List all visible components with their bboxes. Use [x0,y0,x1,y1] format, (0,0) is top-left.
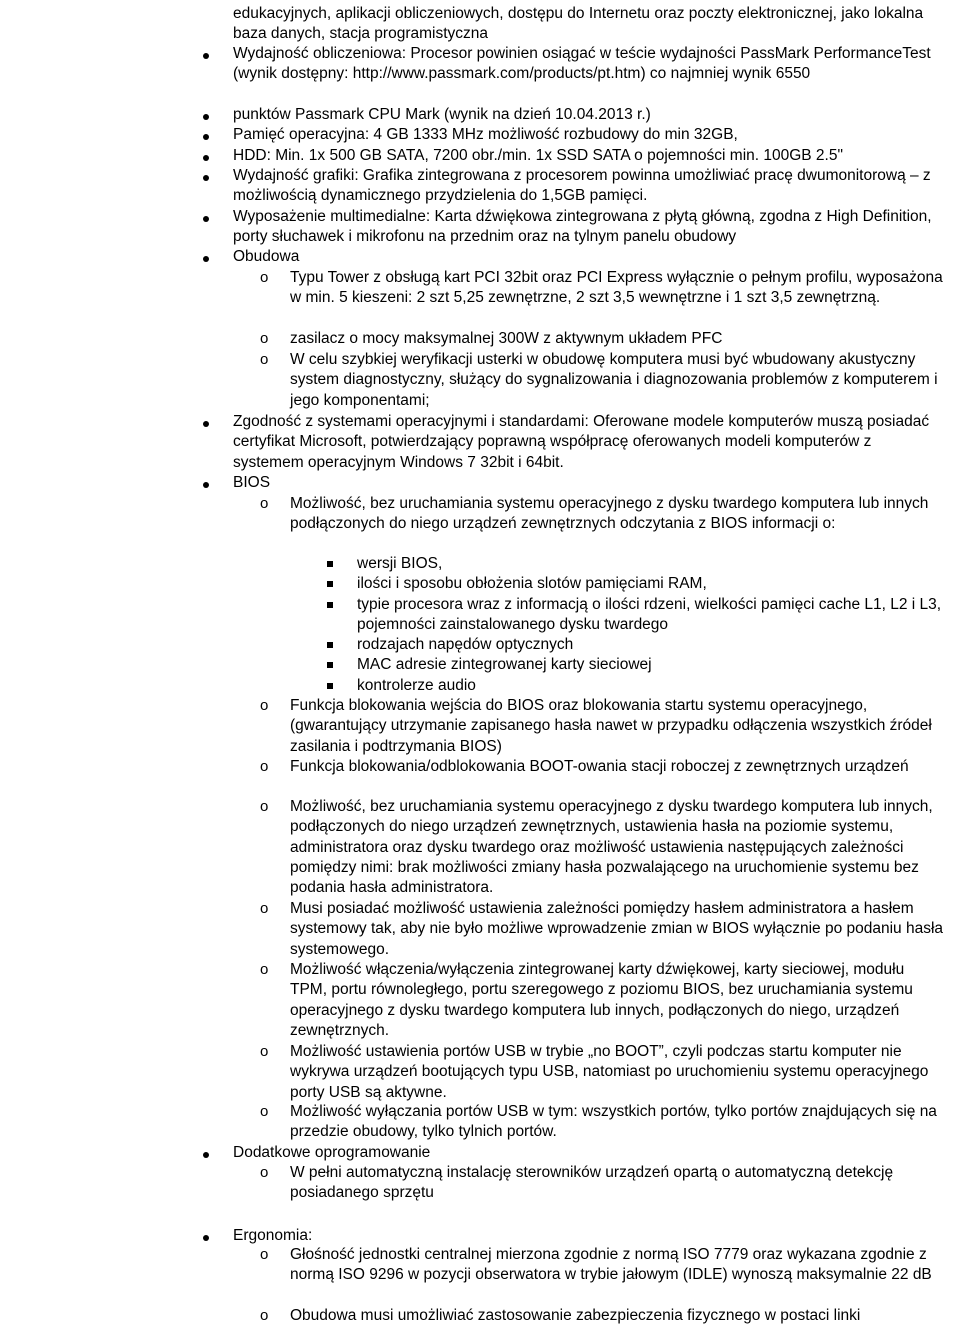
bios-item: Możliwość ustawienia portów USB w trybie „no BOOT”, czyli podczas startu komputer nie wykrywa urządzeń bootujących typu USB, natomiast po uruchomieniu systemu operacyjnego porty USB są aktywne. [290,1043,929,1101]
bullet-square [327,602,333,608]
spec-performance: Wydajność obliczeniowa: Procesor powinien osiągać w teście wydajności PassMark PerformanceTest (wynik dostępny: http://www.passmark.com/products/pt.htm) co najmniej wynik 6550 [233,45,931,83]
bullet-square [327,683,333,689]
ergonomics-item: Obudowa musi umożliwiać zastosowanie zabezpieczenia fizycznego w postaci linki [290,1307,861,1324]
bullet-disc [203,216,209,222]
bios-item: Możliwość, bez uruchamiania systemu operacyjnego z dysku twardego komputera lub innych podłączonych do niego urządzeń zewnętrznych odczytania z BIOS informacji o: [290,495,929,533]
bios-item: Możliwość, bez uruchamiania systemu operacyjnego z dysku twardego komputera lub innych, podłączonych do niego urządzeń zewnętrznych, ustawienia hasła na poziomie systemu, administratora oraz dysku twardego oraz możliwość ustawienia następujących zależności pomiędzy nimi: brak możliwości zmiany hasła pozwalającego na uruchomienie systemu bez podania hasła administratora. [290,798,933,897]
bullet-square [327,662,333,668]
spec-performance-cont: punktów Passmark CPU Mark (wynik na dzień 10.04.2013 r.) [233,106,651,123]
bullet-circle: o [260,1103,269,1120]
ergonomics-item: Głośność jednostki centralnej mierzona zgodnie z normą ISO 7779 oraz wykazana zgodnie z normą ISO 9296 w pozycji obserwatora w trybie jałowym (IDLE) wynoszą maksymalnie 22 dB [290,1246,932,1284]
bullet-circle: o [260,961,269,978]
bullet-disc [203,1235,209,1241]
bullet-disc [203,482,209,488]
compat-text: Zgodność z systemami operacyjnymi i standardami: Oferowane modele komputerów muszą posiadać certyfikat Microsoft, potwierdzający poprawną współpracę oferowanych modeli komputerów z systemem operacyjnym Windows 7 32bit i 64bit. [233,413,930,471]
bullet-circle: o [260,495,269,512]
bullet-disc [203,155,209,161]
bios-sub-item: kontrolerze audio [357,677,476,694]
bios-item: Funkcja blokowania wejścia do BIOS oraz blokowania startu systemu operacyjnego, (gwarantujący utrzymanie zapisanego hasła nawet w przypadku odłączenia wszystkich źródeł zasilania i podtrzymania BIOS) [290,697,932,755]
bullet-disc [203,114,209,120]
bullet-circle: o [260,1246,269,1263]
case-heading: Obudowa [233,248,300,265]
spec-continuation: edukacyjnych, aplikacji obliczeniowych, dostępu do Internetu oraz poczty elektronicznej, jako lokalna baza danych, stacja programistyczna [233,5,924,43]
bullet-circle: o [260,330,269,347]
bullet-disc [203,421,209,427]
case-item: Typu Tower z obsługą kart PCI 32bit oraz PCI Express wyłącznie o pełnym profilu, wyposażona w min. 5 kieszeni: 2 szt 5,25 zewnętrzne, 2 szt 3,5 wewnętrzne i 1 szt 3,5 zewnętrzną. [290,269,943,307]
bullet-circle: o [260,1307,269,1324]
bullet-circle: o [260,758,269,775]
bullet-square [327,561,333,567]
spec-hdd: HDD: Min. 1x 500 GB SATA, 7200 obr./min. 1x SSD SATA o pojemności min. 100GB 2.5" [233,147,843,164]
bullet-circle: o [260,798,269,815]
bullet-square [327,581,333,587]
bios-item: Musi posiadać możliwość ustawienia zależności pomiędzy hasłem administratora a hasłem systemowy tak, aby nie było możliwe wprowadzenie zmian w BIOS wyłącznie po podaniu hasła systemowego. [290,900,944,958]
bullet-circle: o [260,900,269,917]
bios-sub-item: typie procesora wraz z informacją o ilości rdzeni, wielkości pamięci cache L1, L2 i L3, pojemności zainstalowanego dysku twardego [357,596,942,634]
bullet-square [327,642,333,648]
bullet-disc [203,134,209,140]
bullet-circle: o [260,269,269,286]
bullet-circle: o [260,697,269,714]
bios-item: Funkcja blokowania/odblokowania BOOT-owania stacji roboczej z zewnętrznych urządzeń [290,758,909,775]
software-item: W pełni automatyczną instalację sterowników urządzeń opartą o automatyczną detekcję posiadanego sprzętu [290,1164,894,1202]
bullet-disc [203,1152,209,1158]
spec-graphics: Wydajność grafiki: Grafika zintegrowana z procesorem powinna umożliwiać pracę dwumonitorową – z możliwością dynamicznego przydzielenia do 1,5GB pamięci. [233,167,931,205]
software-heading: Dodatkowe oprogramowanie [233,1144,431,1161]
bios-sub-item: wersji BIOS, [357,555,443,572]
bullet-disc [203,256,209,262]
bios-sub-item: ilości i sposobu obłożenia slotów pamięciami RAM, [357,575,707,592]
bios-sub-item: rodzajach napędów optycznych [357,636,574,653]
bullet-disc [203,175,209,181]
case-item: W celu szybkiej weryfikacji usterki w obudowę komputera musi być wbudowany akustyczny system diagnostyczny, służący do sygnalizowania i diagnozowania problemów z komputerem i jego komponentami; [290,351,938,409]
bios-heading: BIOS [233,474,271,491]
bullet-disc [203,53,209,59]
bullet-circle: o [260,1043,269,1060]
bios-item: Możliwość włączenia/wyłączenia zintegrowanej karty dźwiękowej, karty sieciowej, modułu TPM, portu równoległego, portu szeregowego z poziomu BIOS, bez uruchamiania systemu operacyjnego z dysku twardego komputera lub innych, podłączonych do niego, urządzeń zewnętrznych. [290,961,913,1039]
case-item: zasilacz o mocy maksymalnej 300W z aktywnym układem PFC [290,330,723,347]
bios-sub-item: MAC adresie zintegrowanej karty sieciowej [357,656,652,673]
bullet-circle: o [260,1164,269,1181]
ergonomics-heading: Ergonomia: [233,1227,313,1244]
bullet-circle: o [260,351,269,368]
spec-multimedia: Wyposażenie multimedialne: Karta dźwiękowa zintegrowana z płytą główną, zgodna z High Definition, porty słuchawek i mikrofonu na przednim oraz na tylnym panelu obudowy [233,208,932,246]
bios-item: Możliwość wyłączania portów USB w tym: wszystkich portów, tylko portów znajdujących się na przedzie obudowy, tylko tylnich portów. [290,1103,937,1141]
spec-ram: Pamięć operacyjna: 4 GB 1333 MHz możliwość rozbudowy do min 32GB, [233,126,738,143]
